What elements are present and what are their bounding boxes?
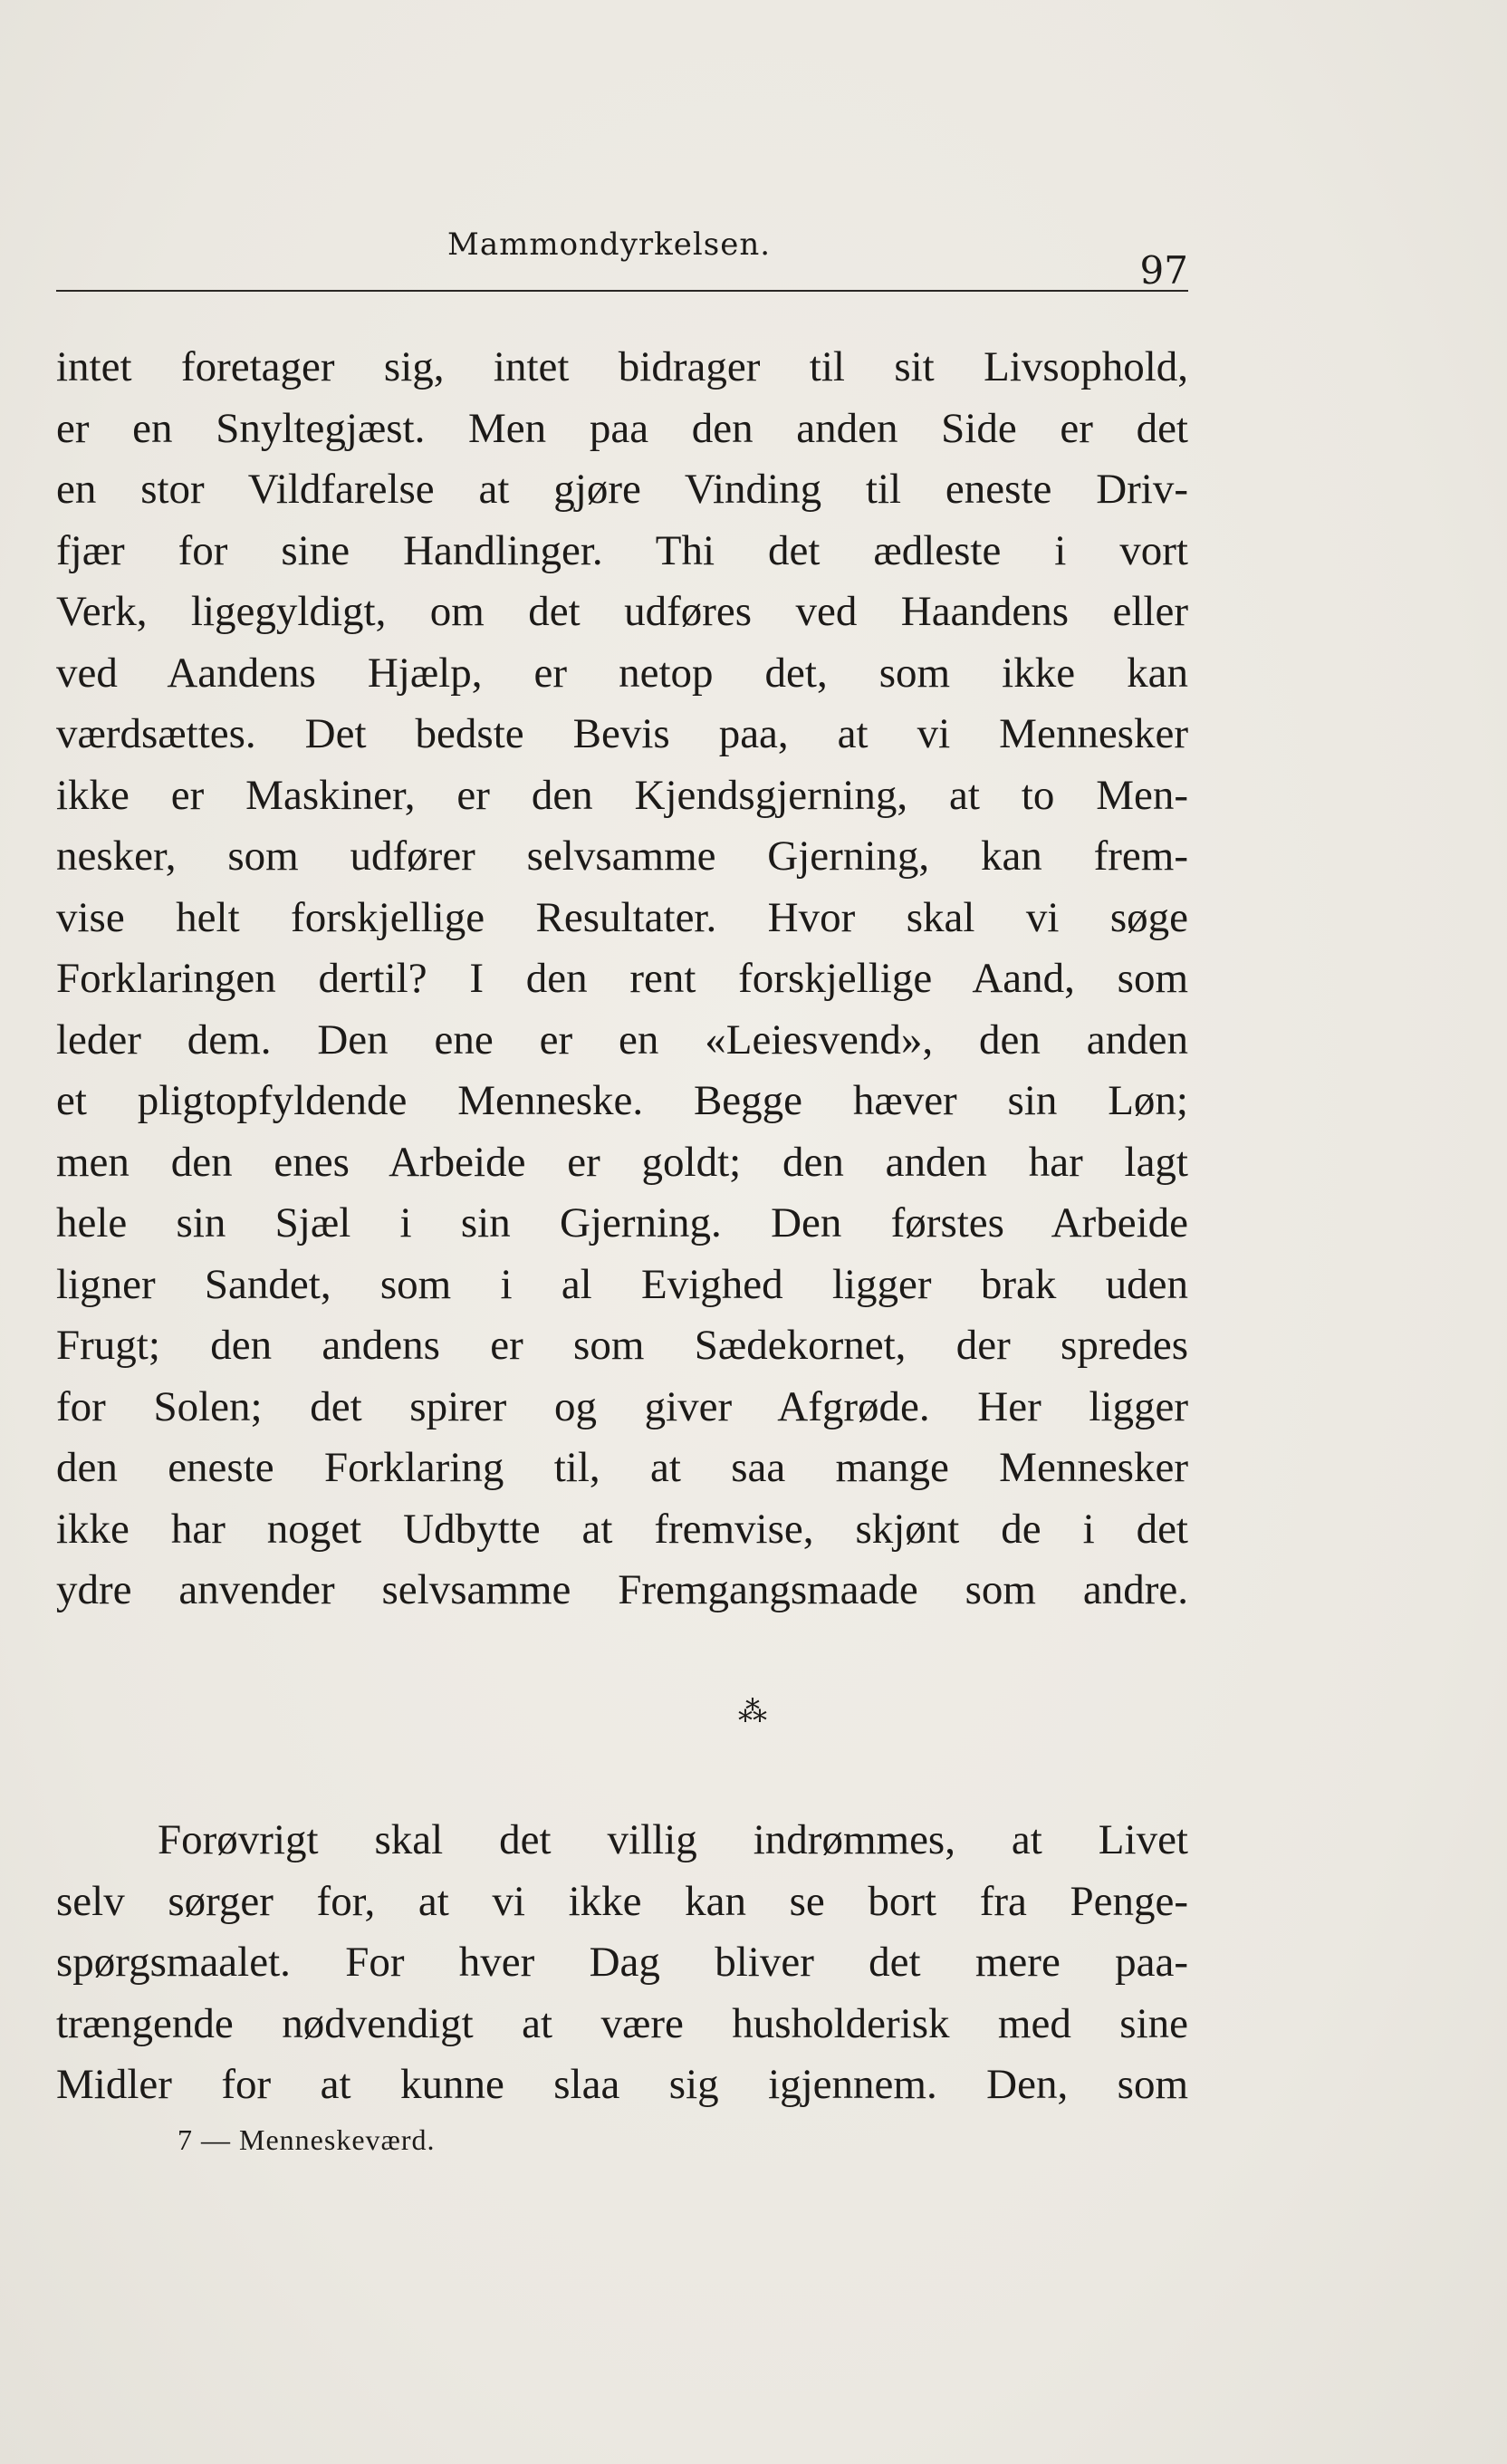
paragraph-line: fjær for sine Handlinger. Thi det ædleste i vort bbox=[56, 526, 1188, 574]
paragraph-line: leder dem. Den ene er en «Leiesvend», den anden bbox=[56, 1015, 1188, 1064]
page-number: 97 bbox=[1139, 248, 1188, 293]
paragraph-line: nesker, som udfører selvsamme Gjerning, kan frem- bbox=[56, 833, 1188, 880]
section-separator: ⁂ bbox=[738, 1694, 769, 1728]
paragraph-line: spørgsmaalet. For hver Dag bliver det mere paa- bbox=[56, 1939, 1188, 1986]
paragraph-line: Forøvrigt skal det villig indrømmes, at Livet bbox=[158, 1816, 1188, 1863]
paragraph-line: men den enes Arbeide er goldt; den anden har lagt bbox=[56, 1138, 1188, 1186]
paragraph-line: Frugt; den andens er som Sædekornet, der spredes bbox=[56, 1322, 1188, 1369]
paragraph-line: vise helt forskjellige Resultater. Hvor skal vi søge bbox=[56, 893, 1188, 941]
paragraph-line: for Solen; det spirer og giver Afgrøde. Her ligger bbox=[56, 1382, 1188, 1430]
paragraph-line: værdsættes. Det bedste Bevis paa, at vi Mennesker bbox=[56, 710, 1188, 757]
paragraph-2 bbox=[56, 1810, 1188, 2116]
paragraph-line: trængende nødvendigt at være husholderisk med sine bbox=[56, 1999, 1188, 2047]
paragraph-line: ydre anvender selvsamme Fremgangsmaade som andre. bbox=[56, 1566, 1188, 1613]
paragraph-line: ikke har noget Udbytte at fremvise, skjønt de i det bbox=[56, 1505, 1188, 1553]
paragraph-line: Midler for at kunne slaa sig igjennem. Den, som bbox=[56, 2061, 1188, 2108]
paragraph-line: hele sin Sjæl i sin Gjerning. Den førstes Arbeide bbox=[56, 1199, 1188, 1246]
printer-signature: 7 — Menneskeværd. bbox=[178, 2123, 436, 2156]
running-title: Mammondyrkelsen. bbox=[447, 226, 772, 263]
paragraph-line: den eneste Forklaring til, at saa mange Mennesker bbox=[56, 1444, 1188, 1491]
paragraph-line: ved Aandens Hjælp, er netop det, som ikke kan bbox=[56, 649, 1188, 697]
paragraph-line: ikke er Maskiner, er den Kjendsgjerning, at to Men- bbox=[56, 771, 1188, 819]
running-head bbox=[56, 226, 1188, 292]
paragraph-line: et pligtopfyldende Menneske. Begge hæver sin Løn; bbox=[56, 1077, 1188, 1124]
paragraph-line: selv sørger for, at vi ikke kan se bort fra Penge- bbox=[56, 1877, 1188, 1925]
paragraph-line: Forklaringen dertil? I den rent forskjellige Aand, som bbox=[56, 955, 1188, 1002]
paragraph-line: ligner Sandet, som i al Evighed ligger brak uden bbox=[56, 1260, 1188, 1308]
paragraph-line: Verk, ligegyldigt, om det udføres ved Haandens eller bbox=[56, 588, 1188, 635]
paragraph-1 bbox=[56, 337, 1188, 1622]
paragraph-line: er en Snyltegjæst. Men paa den anden Side er det bbox=[56, 404, 1188, 452]
paragraph-line: intet foretager sig, intet bidrager til sit Livsophold, bbox=[56, 343, 1188, 390]
paragraph-line: en stor Vildfarelse at gjøre Vinding til eneste Driv- bbox=[56, 466, 1188, 513]
